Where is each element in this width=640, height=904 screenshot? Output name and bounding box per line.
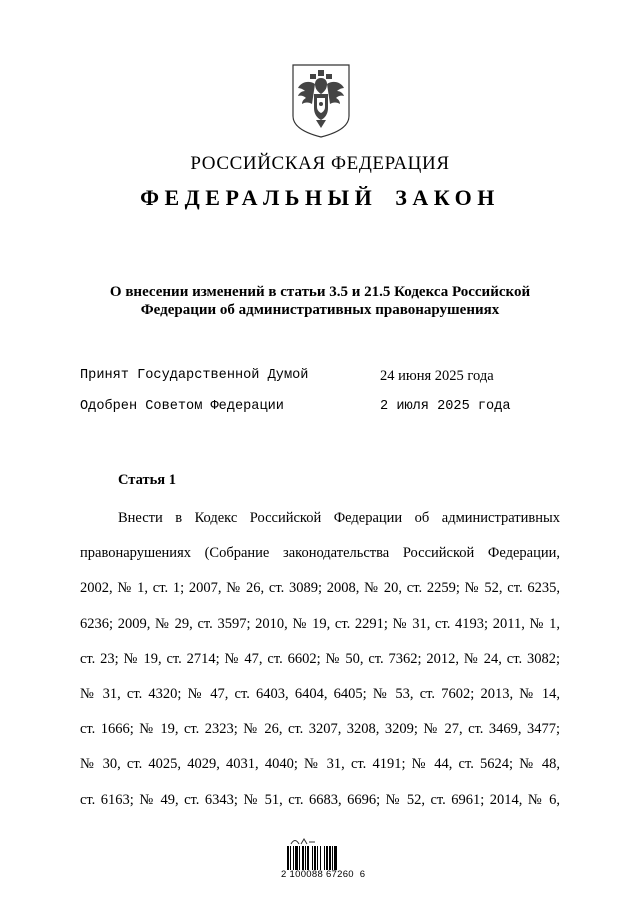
barcode-number: 2 100088 67260 6 <box>281 869 366 880</box>
law-title-line: Федерации об административных правонарушениях <box>140 302 500 318</box>
article-line: ст. 1666; № 19, ст. 2323; № 26, ст. 3207, 3208, 3209; № 27, ст. 3469, 3477; <box>80 721 560 738</box>
law-type-word1: ФЕДЕРАЛЬНЫЙ <box>140 185 378 210</box>
law-type-heading <box>0 185 640 211</box>
registration-stamp-icon <box>287 836 347 846</box>
article-line: правонарушениях (Собрание законодательства Российской Федерации, <box>80 545 560 562</box>
council-approval-date: 2 июля 2025 года <box>380 399 511 414</box>
article-line: 2002, № 1, ст. 1; 2007, № 26, ст. 3089; 2008, № 20, ст. 2259; № 52, ст. 6235, <box>80 580 560 597</box>
russian-coat-of-arms-icon <box>290 64 352 138</box>
law-title <box>80 283 560 319</box>
article-body <box>80 501 560 818</box>
article-line: № 31, ст. 4320; № 47, ст. 6403, 6404, 6405; № 53, ст. 7602; 2013, № 14, <box>80 686 560 703</box>
duma-adoption-label: Принят Государственной Думой <box>80 368 309 383</box>
article-line: ст. 6163; № 49, ст. 6343; № 51, ст. 6683, 6696; № 52, ст. 6961; 2014, № 6, <box>80 791 560 808</box>
article-line: Внести в Кодекс Российской Федерации об административных <box>118 510 560 526</box>
law-title-line: О внесении изменений в статьи 3.5 и 21.5 Кодекса Российской <box>109 284 531 300</box>
council-approval-label: Одобрен Советом Федерации <box>80 399 284 414</box>
article-heading: Статья 1 <box>118 472 176 488</box>
law-type-word2: ЗАКОН <box>395 185 500 210</box>
barcode-icon <box>287 846 353 870</box>
article-line: ст. 23; № 19, ст. 2714; № 47, ст. 6602; № 50, ст. 7362; 2012, № 24, ст. 3082; <box>80 650 560 667</box>
article-line: № 30, ст. 4025, 4029, 4031, 4040; № 31, ст. 4191; № 44, ст. 5624; № 48, <box>80 756 560 773</box>
duma-adoption-date: 24 июня 2025 года <box>380 368 494 384</box>
country-heading: РОССИЙСКАЯ ФЕДЕРАЦИЯ <box>190 153 450 174</box>
article-line: 6236; 2009, № 29, ст. 3597; 2010, № 19, ст. 2291; № 31, ст. 4193; 2011, № 1, <box>80 615 560 632</box>
